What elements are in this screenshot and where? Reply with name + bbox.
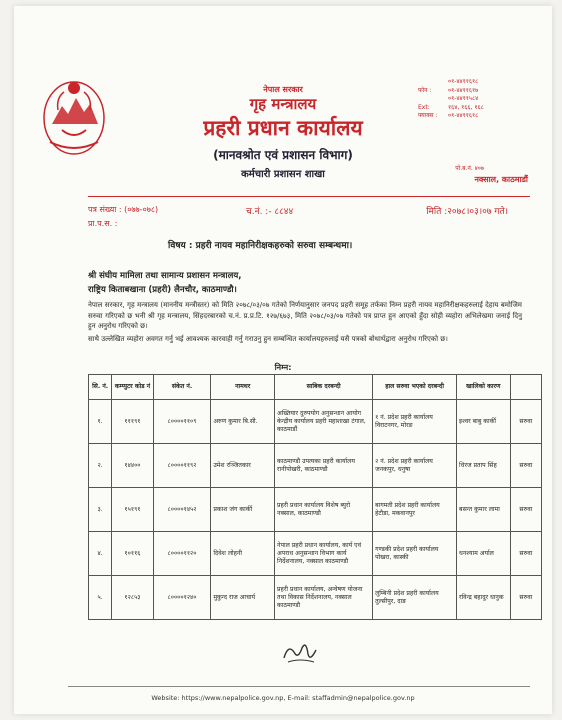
- col-header: हाल सरुवा भएको दरबन्दी: [373, 375, 457, 400]
- pra-pa-sa: प्रा.प.स. :: [88, 219, 118, 228]
- col-header: नामथर: [211, 375, 275, 400]
- cell-sn: ३.: [89, 488, 112, 532]
- letter-sheet: [14, 6, 552, 714]
- office-name: प्रहरी प्रधान कार्यालय: [203, 116, 363, 140]
- cell-reason: धिरज प्रताप सिंह: [457, 444, 511, 488]
- col-header: कम्प्युटर कोड नं: [112, 375, 153, 400]
- table-row: [89, 488, 542, 532]
- table-row: [89, 444, 542, 488]
- cell-sn: १.: [89, 400, 112, 444]
- cell-old-post: अख्तियार दुरुपयोग अनुसन्धान आयोग केन्द्रीय कार्यालय प्रहरी महाशाखा टंगाल, काठमाडौं: [275, 400, 373, 444]
- col-header: साबिक दरबन्दी: [275, 375, 373, 400]
- patra-sankhya: पत्र संख्या : (०७७-०७८): [88, 205, 159, 214]
- cell-reason: बसन्त कुमार लामा: [457, 488, 511, 532]
- cell-reason: रविन्द्र बहादुर धानुक: [457, 576, 511, 620]
- department-name: (मानवश्रोत एवं प्रशासन विभाग): [213, 148, 353, 162]
- cell-sanket: ८००००११९२: [153, 444, 211, 488]
- col-header: संकेत नं.: [153, 375, 211, 400]
- ministry-name: गृह मन्त्रालय: [249, 95, 317, 113]
- cell-name: प्रकाश जंग कार्की: [211, 488, 275, 532]
- cell-name: मुकुन्द राज आचार्य: [211, 576, 275, 620]
- cell-reason: इश्वर बाबु कार्की: [457, 400, 511, 444]
- letter-date: मिति :२०७८।०३।०७ गते।: [426, 207, 508, 217]
- cell-name: उमेश रञ्जितकार: [211, 444, 275, 488]
- cell-sanket: ८००००११२०: [153, 532, 211, 576]
- contact-block: ०१-४४११६१८ फोन : ०१-४४११६१७ ०१-४४११५८४ Ext: १६४, १६६, १६८ फ्याक्स : ०१-४४११६१८: [418, 78, 484, 119]
- cell-remark: सरुवा: [510, 444, 541, 488]
- footer-contact: Website: https://www.nepalpolice.gov.np, E-mail: staffadmin@nepalpolice.gov.np: [151, 694, 415, 702]
- cell-code: १४४००: [112, 444, 153, 488]
- cell-sanket: ८००००१४५२: [153, 488, 211, 532]
- table-title: निम्न:: [274, 363, 292, 372]
- cell-old-post: नेपाल प्रहरी प्रधान कार्यालय, कार्य एवं अपराध अनुसन्धान विभाग कार्य निर्देशनालय, नक्साल काठमाण्डौ: [275, 532, 373, 576]
- po-box: पो.ब.नं. ४०७: [455, 165, 484, 172]
- body-paragraph-2: साथै उल्लेखित व्यहोरा अवगत गर्नु भई आवश्यक कारवाही गर्नु गराउनु हुन सम्बन्धित कार्यालयहरुलाई यसै पत्रको बोधार्थद्वारा अनुरोध गरिएको छ।: [88, 335, 448, 343]
- table-row: [89, 532, 542, 576]
- transfer-table: [88, 374, 542, 620]
- cell-code: १५१९१: [112, 488, 153, 532]
- table-header-row: [89, 375, 542, 400]
- cell-sn: २.: [89, 444, 112, 488]
- cell-name: अरुण कुमार बि.सी.: [211, 400, 275, 444]
- office-address: नक्साल, काठमाडौं: [474, 175, 528, 184]
- cell-remark: सरुवा: [510, 576, 541, 620]
- table-row: [89, 400, 542, 444]
- cell-new-post: बागमती प्रदेश प्रहरी कार्यालय हेटौडा, मकवानपुर: [373, 488, 457, 532]
- cell-sanket: ८००००१२४०: [153, 576, 211, 620]
- cell-code: १२८५३: [112, 576, 153, 620]
- cell-old-post: काठमाण्डौ उपत्यका प्रहरी कार्यालय रानीपोखरी, काठमाण्डौ: [275, 444, 373, 488]
- subject-line: विषय : प्रहरी नायव महानिरीक्षकहरुको सरुवा सम्बन्धमा।: [168, 241, 353, 251]
- cell-old-post: प्रहरी प्रधान कार्यालय, अन्वेषण योजना तथा विकास निर्देशनालय, नक्साल काठमाण्डौ: [275, 576, 373, 620]
- col-header: सि. नं.: [89, 375, 112, 400]
- cell-remark: सरुवा: [510, 488, 541, 532]
- cell-new-post: २ नं. प्रदेश प्रहरी कार्यालय जनकपुर, धनुषा: [373, 444, 457, 488]
- signature-icon: [280, 638, 320, 666]
- cell-old-post: प्रहरी प्रधान कार्यालय विशेष ब्युरो नक्साल, काठमाण्डौ: [275, 488, 373, 532]
- col-header: खालिको कारण: [457, 375, 511, 400]
- table-row: [89, 576, 542, 620]
- body-paragraph-1: नेपाल सरकार, गृह मन्त्रालय (माननीय मन्त्रीस्तर) को मिति २०७८/०३/०७ गतेको निर्णयानुसार जनपद प्रहरी समूह तर्फका निम्न प्रहरी नायव महानिरीक्षकहरुलाई देहाय बमोजिम सरुवा गरिएको छ भनी श्री गृह मन्त्रालय, सिंहदरबारको च.नं. प्र.प्र.टि. १२७/६७३, मिति २०७८/०३/०७ गतेको पत्र प्राप्त हुन आएको हुँदा सोही व्यहोरा अभिलेखमा जनाई दिनु हुन अनुरोध गरिएको छ।: [88, 301, 522, 330]
- govt-line: नेपाल सरकार: [263, 85, 303, 94]
- footer-divider: [68, 686, 530, 687]
- cell-code: १०११६: [112, 532, 153, 576]
- cell-name: दिवेश लोहनी: [211, 532, 275, 576]
- col-header: [510, 375, 541, 400]
- cell-new-post: लुम्बिनी प्रदेश प्रहरी कार्यालय तुल्सीपुर, दाङ: [373, 576, 457, 620]
- recipient-line-1: श्री संघीय मामिला तथा सामान्य प्रशासन मन्त्रालय,: [88, 271, 242, 281]
- cell-reason: धनश्याम अर्याल: [457, 532, 511, 576]
- header-divider: [88, 196, 530, 197]
- section-name: कर्मचारी प्रशासन शाखा: [241, 169, 325, 180]
- cell-new-post: १ नं. प्रदेश प्रहरी कार्यालय विराटनगर, मोरङ: [373, 400, 457, 444]
- cell-sn: ५.: [89, 576, 112, 620]
- cell-sn: ४.: [89, 532, 112, 576]
- cell-remark: सरुवा: [510, 532, 541, 576]
- cell-sanket: ८००००११०९: [153, 400, 211, 444]
- cell-new-post: गण्डकी प्रदेश प्रहरी कार्यालय पोखरा, कास्की: [373, 532, 457, 576]
- cell-code: १११९१: [112, 400, 153, 444]
- recipient-line-2: राष्ट्रिय किताबखाना (प्रहरी) लैनचौर, काठमाण्डौ।: [88, 285, 237, 295]
- chalani-number: च.नं. :- ८८४४: [246, 207, 294, 217]
- cell-remark: सरुवा: [510, 400, 541, 444]
